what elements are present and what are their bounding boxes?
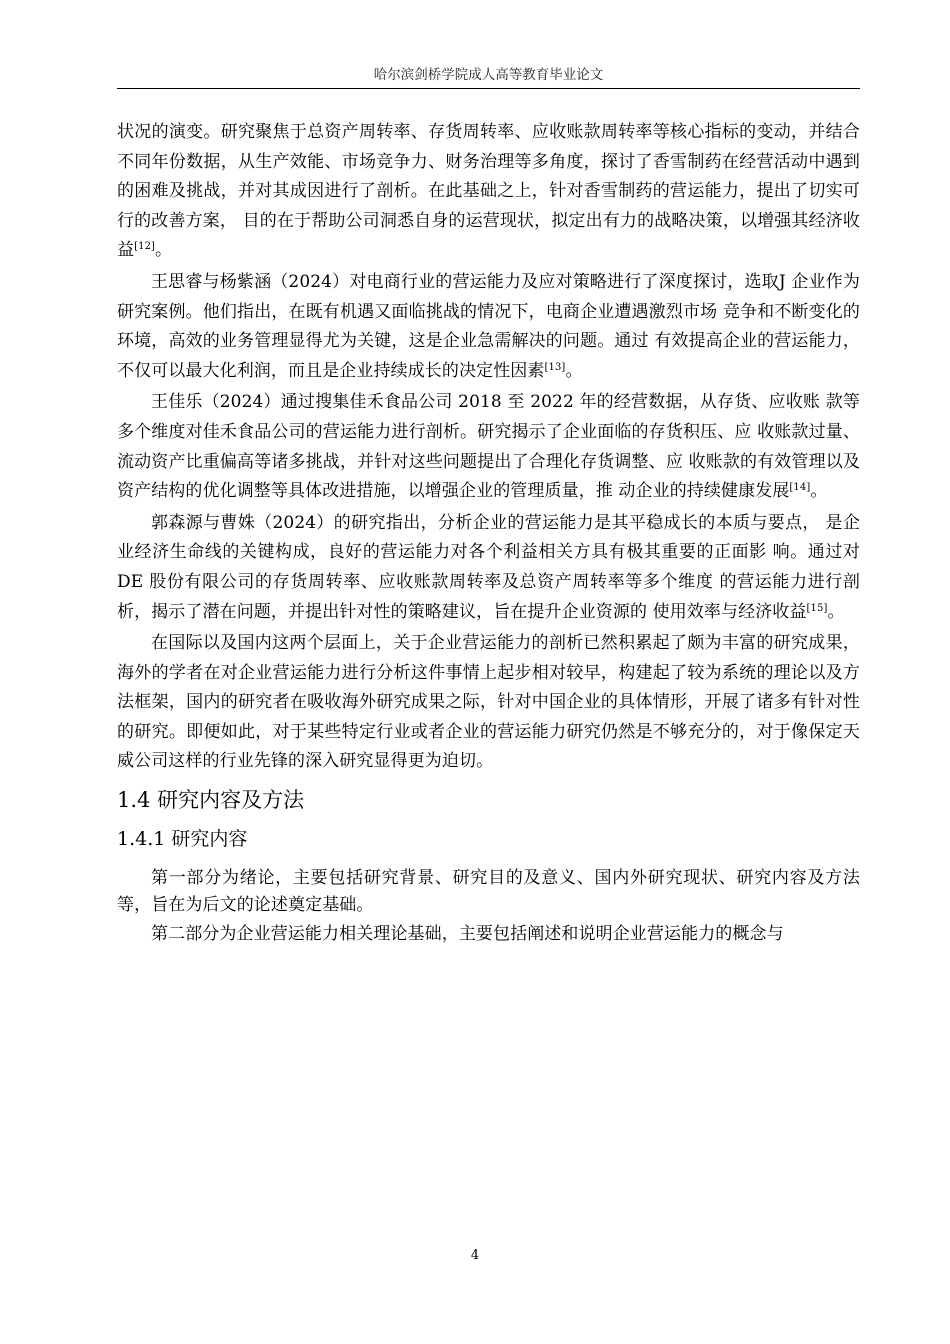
paragraph-continuation bbox=[117, 118, 860, 266]
paragraph-text: 王思睿与杨紫涵（2024）对电商行业的营运能力及应对策略进行了深度探讨，选取J 企业作为研究案例。他们指出，在既有机遇又面临挑战的情况下，电商企业遭遇激烈市场 竞争和不断变化的环境，高效的业务管理显得尤为关键，这是企业急需解决的问题。通过 有效提高企业的营运能力，不仅可以最大化利润，而且是企业持续成长的决定性因素 bbox=[117, 271, 860, 381]
subsection-heading: 1.4.1 研究内容 bbox=[117, 828, 248, 851]
section-heading: 1.4 研究内容及方法 bbox=[117, 788, 305, 813]
citation-ref: [15] bbox=[806, 602, 828, 614]
citation-ref: [14] bbox=[789, 482, 811, 494]
paragraph-tail: 。 bbox=[565, 360, 583, 381]
paragraph-text: 状况的演变。研究聚焦于总资产周转率、存货周转率、应收账款周转率等核心指标的变动，并结合不同年份数据，从生产效能、市场竞争力、财务治理等多角度，探讨了香雪制药在经营活动中遇到的困难及挑战，并对其成因进行了剖析。在此基础之上，针对香雪制药的营运能力，提出了切实可行的改善方案， 目的在于帮助公司洞悉自身的运营现状，拟定出有力的战略决策，以增强其经济收益 bbox=[117, 122, 860, 261]
page-number: 4 bbox=[470, 1248, 480, 1263]
page-header bbox=[117, 62, 860, 89]
citation-ref: [13] bbox=[544, 361, 566, 373]
paragraph-tail: 。 bbox=[810, 481, 828, 502]
paragraph-wang-yang bbox=[117, 268, 860, 386]
citation-ref: [12] bbox=[134, 241, 156, 253]
paragraph-summary bbox=[117, 629, 860, 777]
paragraph-text: 郭森源与曹姝（2024）的研究指出，分析企业的营运能力是其平稳成长的本质与要点， 是企业经济生命线的关键构成，良好的营运能力对各个利益相关方具有极其重要的正面影 响。通过对 DE 股份有限公司的存货周转率、应收账款周转率及总资产周转率等多个维度 的营运能力进行剖析，揭示了潜在问题，并提出针对性的策略建议，旨在提升企业资源的 使用效率与经济收益 bbox=[117, 512, 860, 622]
paragraph-tail: 。 bbox=[155, 240, 173, 261]
paragraph-text: 在国际以及国内这两个层面上，关于企业营运能力的剖析已然积累起了颇为丰富的研究成果，海外的学者在对企业营运能力进行分析这件事情上起步相对较早，构建起了较为系统的理论以及方法框架，国内的研究者在吸收海外研究成果之际，针对中国企业的具体情形，开展了诸多有针对性的研究。即便如此，对于某些特定行业或者企业的营运能力研究仍然是不够充分的，对于像保定天威公司这样的行业先锋的深入研究显得更为迫切。 bbox=[117, 633, 860, 772]
paragraph-text: 王佳乐（2024）通过搜集佳禾食品公司 2018 至 2022 年的经营数据，从存货、应收账 款等多个维度对佳禾食品公司的营运能力进行剖析。研究揭示了企业面临的存货积压、应 收账款过量、流动资产比重偏高等诸多挑战，并针对这些问题提出了合理化存货调整、应 收账款的有效管理以及资产结构的优化调整等具体改进措施，以增强企业的管理质量，推 动企业的持续健康发展 bbox=[117, 392, 860, 502]
header-title: 哈尔滨剑桥学院成人高等教育毕业论文 bbox=[373, 67, 604, 83]
document-body bbox=[117, 118, 860, 950]
paragraph-part-one: 第一部分为绪论，主要包括研究背景、研究目的及意义、国内外研究现状、研究内容及方法等，旨在为后文的论述奠定基础。 bbox=[117, 868, 860, 916]
paragraph-part-two: 第二部分为企业营运能力相关理论基础，主要包括阐述和说明企业营运能力的概念与 bbox=[151, 924, 784, 945]
paragraph-guo-cao bbox=[117, 509, 860, 627]
paragraph-tail: 。 bbox=[827, 601, 845, 622]
paragraph-wang-jiale bbox=[117, 388, 860, 506]
